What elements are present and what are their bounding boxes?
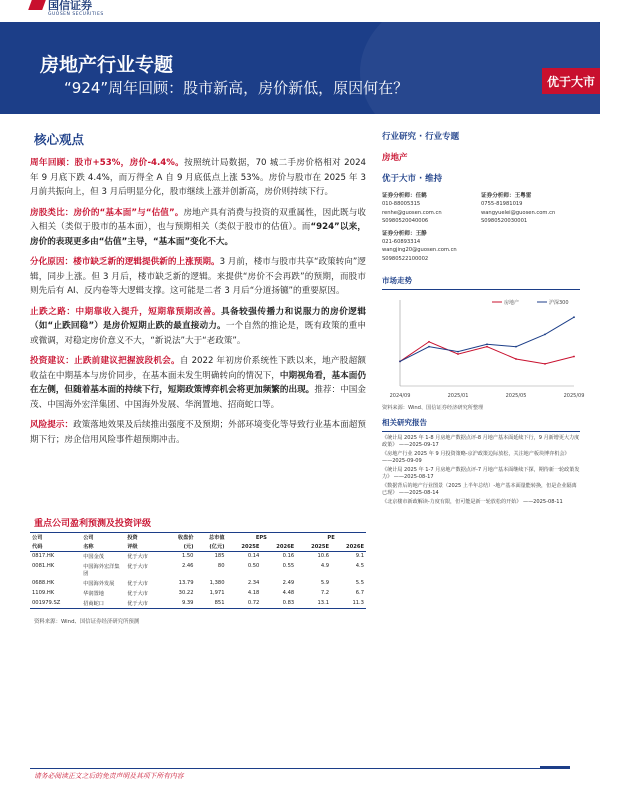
- analyst-cert: S0980520040006: [382, 218, 429, 225]
- title-banner: [0, 22, 600, 114]
- table-cell: 4.5: [355, 563, 364, 570]
- table-header: 2026E: [261, 542, 296, 552]
- data-point: [428, 346, 430, 348]
- analyst-list: [382, 192, 580, 267]
- table-row: [30, 562, 366, 579]
- table-header: EPS: [227, 533, 297, 543]
- table-cell: 13.1: [296, 598, 331, 608]
- table-cell: 851: [196, 598, 227, 608]
- related-item[interactable]: 《房地产行业 2025 年 9 月投资策略-京沪政策边际放松，关注地产板块博弈机会》 ——2025-09-09: [382, 451, 570, 465]
- data-point: [457, 351, 459, 353]
- table-cell: 优于大市: [127, 554, 148, 561]
- core-para-6: 风险提示：政策落地效果及后续推出强度不及预期；外部环境变化等导致行业基本面超预期下行；房企信用风险事件超预期冲击。: [30, 420, 366, 445]
- data-point: [428, 341, 430, 343]
- chart-heading: 市场走势: [382, 275, 580, 290]
- table-cell: 优于大市: [127, 590, 148, 597]
- table-cell: 0.55: [282, 563, 295, 570]
- table-header-row: [30, 542, 366, 552]
- table-cell: 0081.HK: [32, 563, 55, 570]
- analyst-card: [382, 230, 481, 264]
- table-cell: 华润置地: [83, 590, 104, 597]
- table-row: [30, 588, 366, 598]
- table-cell: 185: [214, 553, 225, 560]
- legend-label: 沪深300: [549, 300, 569, 307]
- core-para-4: 止跌之路：中期靠收入提升，短期靠预期改善。具备较强传播力和说服力的房价逻辑（如“止跌回稳”）是房价短期止跌的最直接动力。一个自然的推论是，既有政策的重申或微调，对稳定房价意义不大，“新说法”大于“老政策”。: [30, 306, 366, 346]
- analyst-name: 证券分析师：任鹤: [382, 193, 427, 199]
- related-item[interactable]: 《数据背后的地产行业图景（2025 上半年总结）-地产基本面量能转换，但是企业隔离已现》 ——2025-08-14: [382, 483, 577, 497]
- related-item[interactable]: 《统计局 2025 年 1-8 月房地产数据点评-8 月地产基本面延续下行，9 月新增更大力度政策》 ——2025-09-17: [382, 435, 580, 449]
- data-point: [486, 344, 488, 346]
- table-header: (元): [164, 542, 195, 552]
- table-cell: 0.16: [282, 553, 295, 560]
- table-header: 收盘价: [164, 533, 195, 543]
- logo-mark-icon: [28, 0, 46, 10]
- table-cell: 1,971: [209, 589, 225, 596]
- table-header: PE: [296, 533, 366, 543]
- table-cell: 2.49: [282, 579, 295, 586]
- table-cell: 30.22: [178, 589, 194, 596]
- table-header: 评级: [125, 542, 164, 552]
- related-item[interactable]: 《北京楼市新政解读-力度有限，但可能是新一轮放松的开始》 ——2025-08-11: [382, 499, 563, 506]
- data-point: [515, 358, 517, 360]
- table-cell: 1,380: [209, 579, 225, 586]
- footer-accent: [540, 766, 570, 769]
- table-row: [30, 579, 366, 589]
- table-cell: 2.34: [247, 579, 260, 586]
- analyst-email[interactable]: wangyuelei@guosen.com.cn: [481, 209, 556, 216]
- data-point: [544, 334, 546, 336]
- forecast-table: [30, 532, 366, 609]
- table-cell: 13.79: [178, 579, 194, 586]
- footer-divider: [30, 768, 570, 769]
- market-chart-svg: [382, 292, 585, 402]
- table-cell: 4.9: [320, 563, 330, 570]
- analyst-card: [382, 192, 481, 226]
- market-chart: [382, 292, 585, 402]
- rating-tag: 优于大市: [542, 68, 600, 94]
- table-cell: 0817.HK: [32, 553, 55, 560]
- table-header: 2025E: [227, 542, 262, 552]
- table-cell: 4.48: [282, 589, 295, 596]
- table-cell: 5.5: [355, 579, 364, 586]
- report-subtitle: “924”周年回顾：股市新高，房价新低，原因何在？: [64, 79, 409, 97]
- chart-source: 资料来源：Wind、国信证券经济研究所整理: [382, 405, 484, 412]
- table-cell: 9.39: [164, 598, 195, 608]
- table-header: 公司: [81, 533, 125, 543]
- table-cell: 0.50: [247, 563, 260, 570]
- core-para-2: 房股类比：房价的“基本面”与“估值”。房地产具有消费与投资的双重属性，因此既与收入相关（类似于股市的基本面），也与预期相关（类似于股市的估值）。而“924”以来，房价的表现更多由“估值”主导，“基本面”变化不大。: [30, 207, 366, 247]
- table-cell: 001979.SZ: [30, 598, 81, 608]
- core-para-5: 投资建议：止跌前建议把握波段机会。自 2022 年初房价系统性下跌以来，地产股超额收益在中期基本与房价同步，在基本面未发生明确转向的情况下，中期视角看，基本面仍在左侧，但随着基本面的持续下行，短期政策博弈机会将更加频繁的出现。推荐：中国金茂、中国海外宏洋集团、中国海外发展、华润置地、招商蛇口等。: [30, 356, 366, 410]
- table-cell: 1.50: [181, 553, 194, 560]
- table-header: 2025E: [296, 542, 331, 552]
- data-point: [457, 353, 459, 355]
- analyst-phone: 021-60893314: [382, 239, 421, 246]
- analyst-name: 证券分析师：王粤雷: [481, 193, 532, 199]
- analyst-cert: S0980522100002: [382, 255, 429, 262]
- analyst-name: 证券分析师：王静: [382, 230, 427, 237]
- logo-text: 国信证券: [48, 0, 92, 12]
- table-cell: 优于大市: [127, 580, 148, 587]
- table-cell: 中国金茂: [83, 554, 104, 561]
- table-header: 投资: [125, 533, 164, 543]
- analyst-email[interactable]: renhe@guosen.com.cn: [382, 209, 442, 216]
- data-point: [399, 361, 401, 363]
- table-header: 名称: [81, 542, 125, 552]
- series-line-2: [400, 317, 574, 361]
- table-header: (亿元): [196, 542, 227, 552]
- table-cell: 中国海外发展: [83, 580, 115, 587]
- related-item[interactable]: 《统计局 2025 年 1-7 月房地产数据点评-7 月地产基本面继续下探，期待新一轮政策发力》 ——2025-08-17: [382, 467, 580, 481]
- x-tick-label: 2025/01: [447, 393, 469, 400]
- table-cell: 7.2: [320, 589, 330, 596]
- industry-rating: 优于大市 · 维持: [382, 174, 443, 184]
- data-point: [573, 356, 575, 358]
- related-heading: 相关研究报告: [382, 417, 580, 432]
- table-cell: 80: [217, 563, 225, 570]
- table-header: 公司: [30, 533, 81, 543]
- table-cell: 5.9: [320, 579, 330, 586]
- table-cell: 4.18: [247, 589, 260, 596]
- x-tick-label: 2024/09: [389, 393, 411, 400]
- table-header: 总市值: [196, 533, 227, 543]
- table-header: 2026E: [331, 542, 366, 552]
- table-row: [30, 552, 366, 562]
- data-point: [486, 346, 488, 348]
- footer-disclaimer: 请务必阅读正文之后的免责声明及其项下所有内容: [34, 772, 184, 780]
- data-point: [515, 346, 517, 348]
- analyst-card: [481, 192, 580, 226]
- table-header: 代码: [30, 542, 81, 552]
- report-title: 房地产行业专题: [40, 54, 174, 76]
- x-tick-label: 2025/05: [505, 393, 527, 400]
- table-cell: 0.72: [227, 598, 262, 608]
- analyst-cert: S0980520030001: [481, 218, 528, 225]
- table-cell: 9.1: [355, 553, 364, 560]
- table-title: 重点公司盈利预测及投资评级: [34, 519, 152, 529]
- analyst-email[interactable]: wangjing20@guosen.com.cn: [382, 247, 457, 254]
- table-cell: 优于大市: [125, 598, 164, 608]
- table-cell: 6.7: [355, 589, 364, 596]
- table-cell: 11.3: [331, 598, 366, 608]
- logo: [30, 0, 104, 22]
- industry-name: 房地产: [382, 153, 408, 163]
- core-heading: 核心观点: [34, 132, 85, 147]
- data-point: [544, 363, 546, 365]
- data-point: [573, 317, 575, 319]
- logo-subtext: GUOSEN SECURITIES: [48, 12, 104, 17]
- table-cell: 招商蛇口: [81, 598, 125, 608]
- analyst-phone: 0755-81981019: [481, 201, 523, 208]
- table-cell: 2.46: [181, 563, 194, 570]
- core-views: [30, 130, 366, 453]
- table-header-row: [30, 533, 366, 543]
- legend-label: 房地产: [504, 300, 520, 307]
- table-row: [30, 598, 366, 608]
- table-cell: 0.14: [247, 553, 260, 560]
- core-para-3: 分化原因：楼市缺乏新的逻辑提供新的上涨预期。3 月前，楼市与股市共享“政策转向”逻辑，同步上涨。但 3 月后，楼市缺乏新的逻辑。来提供“房价不会再跌”的预期，而股市则先后有 AI、反内卷等大逻辑支撑。这可能是二者 3 月后“分道扬镳”的重要原因。: [30, 257, 366, 296]
- report-type: 行业研究 · 行业专题: [382, 132, 460, 142]
- sidebar: [382, 130, 585, 508]
- core-para-1: 周年回顾：股市+53%，房价-4.4%。按照统计局数据，70 城二手房价格相对 2024 年 9 月底下跌 4.4%，而万得全 A 自 9 月底低点上涨 53%。房价与股市在 2025 年 3 月前共振向上，但 3 月后明显分化，股市继续上涨并创新高，房价则持续下行。: [30, 158, 367, 197]
- table-cell: 1109.HK: [32, 589, 55, 596]
- x-tick-label: 2025/09: [563, 393, 585, 400]
- table-source: 资料来源：Wind、国信证券经济研究所预测: [34, 619, 140, 625]
- table-cell: 0688.HK: [32, 579, 55, 586]
- table-cell: 中国海外宏洋集团: [83, 564, 120, 578]
- table-cell: 优于大市: [127, 564, 148, 571]
- table-cell: 0.83: [261, 598, 296, 608]
- analyst-phone: 010-88005315: [382, 201, 421, 208]
- table-cell: 10.6: [317, 553, 330, 560]
